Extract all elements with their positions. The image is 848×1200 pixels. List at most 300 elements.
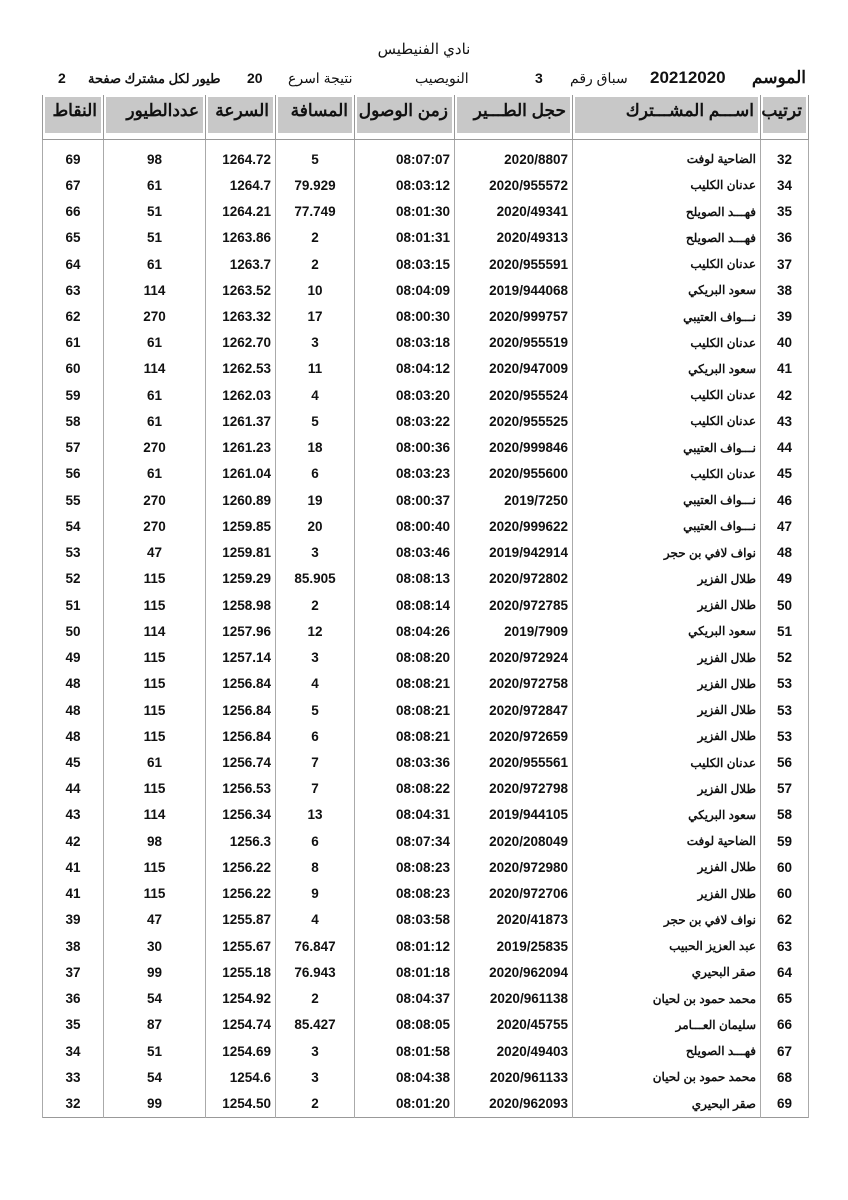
cell-participant-name: طلال الفزير: [573, 723, 761, 749]
cell-arrival-time: 08:01:12: [355, 933, 455, 959]
cell-rank: 68: [761, 1064, 809, 1090]
cell-arrival-time: 08:04:26: [355, 618, 455, 644]
cell-rank: 66: [761, 1012, 809, 1038]
cell-distance: 4: [276, 671, 355, 697]
cell-points: 64: [43, 251, 104, 277]
cell-speed: 1259.81: [206, 540, 276, 566]
table-row: [43, 1090, 809, 1117]
cell-arrival-time: 08:08:21: [355, 697, 455, 723]
cell-participant-name: طلال الفزير: [573, 644, 761, 670]
cell-bird-count: 115: [104, 723, 206, 749]
cell-arrival-time: 08:03:12: [355, 172, 455, 198]
cell-arrival-time: 08:03:22: [355, 408, 455, 434]
column-header-label: اســـم المشـــترك: [575, 97, 758, 133]
table-row: [43, 435, 809, 461]
cell-ring-number: 2020/972802: [455, 566, 573, 592]
cell-participant-name: سعود البريكي: [573, 802, 761, 828]
table-row: [43, 172, 809, 198]
cell-points: 36: [43, 986, 104, 1012]
cell-rank: 38: [761, 277, 809, 303]
cell-participant-name: نـــواف العتيبي: [573, 435, 761, 461]
cell-rank: 47: [761, 513, 809, 539]
cell-bird-count: 114: [104, 277, 206, 303]
cell-speed: 1261.23: [206, 435, 276, 461]
cell-participant-name: صقر البحيري: [573, 1090, 761, 1117]
cell-participant-name: عدنان الكليب: [573, 251, 761, 277]
cell-rank: 34: [761, 172, 809, 198]
cell-distance: 3: [276, 1038, 355, 1064]
column-header-label: ترتيب: [763, 97, 806, 133]
cell-distance: 4: [276, 907, 355, 933]
cell-arrival-time: 08:01:30: [355, 198, 455, 224]
cell-ring-number: 2020/49313: [455, 225, 573, 251]
cell-ring-number: 2020/961133: [455, 1064, 573, 1090]
cell-ring-number: 2019/944105: [455, 802, 573, 828]
results-table: [42, 95, 809, 1118]
cell-ring-number: 2019/7909: [455, 618, 573, 644]
cell-distance: 3: [276, 1064, 355, 1090]
table-row: [43, 723, 809, 749]
cell-rank: 53: [761, 697, 809, 723]
cell-arrival-time: 08:01:31: [355, 225, 455, 251]
cell-speed: 1262.03: [206, 382, 276, 408]
cell-speed: 1254.92: [206, 986, 276, 1012]
cell-speed: 1258.98: [206, 592, 276, 618]
cell-arrival-time: 08:08:13: [355, 566, 455, 592]
cell-arrival-time: 08:07:34: [355, 828, 455, 854]
column-header-ring-number: [455, 95, 573, 140]
cell-ring-number: 2020/955591: [455, 251, 573, 277]
cell-distance: 3: [276, 644, 355, 670]
cell-distance: 8: [276, 854, 355, 880]
cell-rank: 42: [761, 382, 809, 408]
cell-arrival-time: 08:07:07: [355, 146, 455, 172]
cell-ring-number: 2020/972758: [455, 671, 573, 697]
column-header-label: عددالطيور: [106, 97, 203, 133]
table-row: [43, 618, 809, 644]
cell-ring-number: 2020/49341: [455, 198, 573, 224]
cell-arrival-time: 08:08:23: [355, 881, 455, 907]
cell-participant-name: سعود البريكي: [573, 618, 761, 644]
column-header-label: السرعة: [208, 97, 273, 133]
cell-rank: 65: [761, 986, 809, 1012]
cell-participant-name: محمد حمود بن لحيان: [573, 986, 761, 1012]
column-header-speed: [206, 95, 276, 140]
cell-distance: 5: [276, 697, 355, 723]
cell-arrival-time: 08:04:31: [355, 802, 455, 828]
cell-distance: 5: [276, 408, 355, 434]
cell-distance: 17: [276, 303, 355, 329]
cell-distance: 20: [276, 513, 355, 539]
table-row: [43, 382, 809, 408]
cell-rank: 56: [761, 749, 809, 775]
cell-arrival-time: 08:08:23: [355, 854, 455, 880]
cell-ring-number: 2020/955524: [455, 382, 573, 408]
cell-arrival-time: 08:00:30: [355, 303, 455, 329]
cell-rank: 48: [761, 540, 809, 566]
cell-speed: 1256.84: [206, 671, 276, 697]
cell-speed: 1256.84: [206, 723, 276, 749]
cell-points: 63: [43, 277, 104, 303]
table-row: [43, 907, 809, 933]
cell-distance: 3: [276, 540, 355, 566]
cell-distance: 76.943: [276, 959, 355, 985]
table-row: [43, 933, 809, 959]
cell-bird-count: 114: [104, 802, 206, 828]
cell-speed: 1262.53: [206, 356, 276, 382]
cell-ring-number: 2020/999757: [455, 303, 573, 329]
cell-ring-number: 2019/942914: [455, 540, 573, 566]
table-row: [43, 802, 809, 828]
page-number: 2: [58, 70, 66, 86]
cell-points: 62: [43, 303, 104, 329]
table-row: [43, 303, 809, 329]
cell-distance: 10: [276, 277, 355, 303]
cell-distance: 12: [276, 618, 355, 644]
cell-bird-count: 115: [104, 644, 206, 670]
cell-speed: 1259.29: [206, 566, 276, 592]
cell-participant-name: طلال الفزير: [573, 671, 761, 697]
cell-arrival-time: 08:01:20: [355, 1090, 455, 1117]
cell-arrival-time: 08:03:18: [355, 330, 455, 356]
cell-bird-count: 114: [104, 356, 206, 382]
cell-points: 51: [43, 592, 104, 618]
cell-bird-count: 51: [104, 225, 206, 251]
cell-participant-name: طلال الفزير: [573, 776, 761, 802]
cell-distance: 4: [276, 382, 355, 408]
cell-participant-name: نواف لافي بن حجر: [573, 540, 761, 566]
cell-arrival-time: 08:04:09: [355, 277, 455, 303]
cell-rank: 62: [761, 907, 809, 933]
cell-ring-number: 2020/961138: [455, 986, 573, 1012]
cell-bird-count: 61: [104, 461, 206, 487]
cell-arrival-time: 08:03:46: [355, 540, 455, 566]
cell-points: 39: [43, 907, 104, 933]
cell-participant-name: طلال الفزير: [573, 566, 761, 592]
cell-points: 33: [43, 1064, 104, 1090]
cell-points: 69: [43, 146, 104, 172]
cell-distance: 7: [276, 776, 355, 802]
column-header-label: زمن الوصول: [357, 97, 452, 133]
cell-distance: 2: [276, 225, 355, 251]
season-label: الموسم: [751, 68, 806, 87]
cell-bird-count: 54: [104, 1064, 206, 1090]
cell-speed: 1256.34: [206, 802, 276, 828]
cell-rank: 41: [761, 356, 809, 382]
cell-distance: 6: [276, 828, 355, 854]
table-row: [43, 1064, 809, 1090]
cell-participant-name: عدنان الكليب: [573, 330, 761, 356]
cell-points: 56: [43, 461, 104, 487]
cell-rank: 69: [761, 1090, 809, 1117]
cell-ring-number: 2019/25835: [455, 933, 573, 959]
cell-ring-number: 2019/7250: [455, 487, 573, 513]
cell-speed: 1263.7: [206, 251, 276, 277]
cell-rank: 64: [761, 959, 809, 985]
cell-speed: 1264.7: [206, 172, 276, 198]
table-row: [43, 356, 809, 382]
cell-participant-name: نـــواف العتيبي: [573, 487, 761, 513]
cell-participant-name: عدنان الكليب: [573, 382, 761, 408]
cell-speed: 1259.85: [206, 513, 276, 539]
cell-distance: 13: [276, 802, 355, 828]
race-number: 3: [535, 70, 543, 86]
cell-participant-name: طلال الفزير: [573, 854, 761, 880]
column-header-distance: [276, 95, 355, 140]
per-page-label: طيور لكل مشترك صفحة: [88, 71, 221, 86]
cell-distance: 9: [276, 881, 355, 907]
cell-bird-count: 54: [104, 986, 206, 1012]
cell-ring-number: 2020/999846: [455, 435, 573, 461]
cell-bird-count: 51: [104, 1038, 206, 1064]
cell-bird-count: 114: [104, 618, 206, 644]
table-row: [43, 330, 809, 356]
cell-rank: 51: [761, 618, 809, 644]
cell-distance: 7: [276, 749, 355, 775]
cell-bird-count: 115: [104, 854, 206, 880]
cell-participant-name: طلال الفزير: [573, 881, 761, 907]
cell-points: 35: [43, 1012, 104, 1038]
cell-rank: 67: [761, 1038, 809, 1064]
cell-distance: 2: [276, 592, 355, 618]
cell-bird-count: 270: [104, 487, 206, 513]
table-row: [43, 592, 809, 618]
cell-points: 41: [43, 881, 104, 907]
cell-rank: 43: [761, 408, 809, 434]
cell-points: 60: [43, 356, 104, 382]
table-row: [43, 749, 809, 775]
cell-points: 52: [43, 566, 104, 592]
cell-bird-count: 99: [104, 1090, 206, 1117]
cell-points: 44: [43, 776, 104, 802]
cell-speed: 1254.50: [206, 1090, 276, 1117]
column-header-label: النقاط: [45, 97, 101, 133]
cell-bird-count: 47: [104, 540, 206, 566]
cell-rank: 63: [761, 933, 809, 959]
column-header-label: المسافة: [278, 97, 352, 133]
cell-rank: 58: [761, 802, 809, 828]
cell-bird-count: 98: [104, 146, 206, 172]
cell-rank: 49: [761, 566, 809, 592]
cell-arrival-time: 08:08:20: [355, 644, 455, 670]
cell-ring-number: 2020/45755: [455, 1012, 573, 1038]
cell-arrival-time: 08:00:36: [355, 435, 455, 461]
cell-arrival-time: 08:04:38: [355, 1064, 455, 1090]
table-row: [43, 277, 809, 303]
cell-distance: 5: [276, 146, 355, 172]
race-label: سباق رقم: [570, 70, 628, 86]
cell-distance: 2: [276, 986, 355, 1012]
column-header-participant-name: [573, 95, 761, 140]
cell-ring-number: 2019/944068: [455, 277, 573, 303]
column-header-points: [43, 95, 104, 140]
cell-speed: 1254.69: [206, 1038, 276, 1064]
cell-bird-count: 115: [104, 671, 206, 697]
cell-points: 54: [43, 513, 104, 539]
cell-points: 59: [43, 382, 104, 408]
cell-participant-name: صقر البحيري: [573, 959, 761, 985]
cell-participant-name: محمد حمود بن لحيان: [573, 1064, 761, 1090]
cell-rank: 53: [761, 671, 809, 697]
cell-distance: 6: [276, 461, 355, 487]
cell-participant-name: طلال الفزير: [573, 592, 761, 618]
cell-points: 42: [43, 828, 104, 854]
cell-bird-count: 87: [104, 1012, 206, 1038]
cell-points: 50: [43, 618, 104, 644]
table-row: [43, 251, 809, 277]
cell-arrival-time: 08:08:21: [355, 723, 455, 749]
cell-bird-count: 270: [104, 513, 206, 539]
cell-points: 48: [43, 697, 104, 723]
cell-distance: 6: [276, 723, 355, 749]
cell-bird-count: 51: [104, 198, 206, 224]
cell-rank: 40: [761, 330, 809, 356]
cell-speed: 1256.3: [206, 828, 276, 854]
column-header-rank: [761, 95, 809, 140]
cell-speed: 1256.22: [206, 881, 276, 907]
column-header-arrival-time: [355, 95, 455, 140]
cell-ring-number: 2020/972980: [455, 854, 573, 880]
cell-speed: 1256.53: [206, 776, 276, 802]
column-header-bird-count: [104, 95, 206, 140]
cell-arrival-time: 08:08:21: [355, 671, 455, 697]
cell-rank: 50: [761, 592, 809, 618]
cell-distance: 2: [276, 251, 355, 277]
cell-arrival-time: 08:00:40: [355, 513, 455, 539]
cell-speed: 1261.37: [206, 408, 276, 434]
cell-bird-count: 61: [104, 251, 206, 277]
cell-participant-name: نـــواف العتيبي: [573, 513, 761, 539]
cell-bird-count: 61: [104, 749, 206, 775]
cell-arrival-time: 08:03:20: [355, 382, 455, 408]
cell-points: 66: [43, 198, 104, 224]
cell-arrival-time: 08:01:58: [355, 1038, 455, 1064]
cell-ring-number: 2020/972847: [455, 697, 573, 723]
cell-points: 37: [43, 959, 104, 985]
cell-rank: 45: [761, 461, 809, 487]
cell-arrival-time: 08:04:12: [355, 356, 455, 382]
cell-distance: 85.905: [276, 566, 355, 592]
cell-rank: 32: [761, 146, 809, 172]
cell-points: 58: [43, 408, 104, 434]
table-row: [43, 540, 809, 566]
cell-points: 49: [43, 644, 104, 670]
cell-ring-number: 2020/972659: [455, 723, 573, 749]
cell-speed: 1255.87: [206, 907, 276, 933]
cell-speed: 1256.22: [206, 854, 276, 880]
cell-points: 38: [43, 933, 104, 959]
cell-rank: 52: [761, 644, 809, 670]
cell-speed: 1255.18: [206, 959, 276, 985]
fastest-count: 20: [247, 70, 263, 86]
cell-points: 34: [43, 1038, 104, 1064]
cell-participant-name: سعود البريكي: [573, 277, 761, 303]
cell-rank: 37: [761, 251, 809, 277]
cell-bird-count: 30: [104, 933, 206, 959]
cell-arrival-time: 08:01:18: [355, 959, 455, 985]
cell-speed: 1263.32: [206, 303, 276, 329]
cell-rank: 39: [761, 303, 809, 329]
cell-rank: 35: [761, 198, 809, 224]
cell-distance: 3: [276, 330, 355, 356]
table-row: [43, 1038, 809, 1064]
cell-bird-count: 270: [104, 435, 206, 461]
cell-arrival-time: 08:08:22: [355, 776, 455, 802]
cell-ring-number: 2020/41873: [455, 907, 573, 933]
table-row: [43, 408, 809, 434]
table-row: [43, 697, 809, 723]
cell-points: 65: [43, 225, 104, 251]
cell-bird-count: 270: [104, 303, 206, 329]
cell-ring-number: 2020/955525: [455, 408, 573, 434]
cell-points: 61: [43, 330, 104, 356]
cell-ring-number: 2020/972798: [455, 776, 573, 802]
cell-participant-name: عدنان الكليب: [573, 408, 761, 434]
cell-participant-name: سليمان العـــامر: [573, 1012, 761, 1038]
cell-rank: 59: [761, 828, 809, 854]
cell-ring-number: 2020/955572: [455, 172, 573, 198]
cell-bird-count: 61: [104, 330, 206, 356]
cell-bird-count: 61: [104, 408, 206, 434]
table-row: [43, 828, 809, 854]
cell-speed: 1256.84: [206, 697, 276, 723]
cell-participant-name: نواف لافي بن حجر: [573, 907, 761, 933]
cell-speed: 1254.74: [206, 1012, 276, 1038]
cell-points: 41: [43, 854, 104, 880]
cell-points: 48: [43, 723, 104, 749]
cell-distance: 2: [276, 1090, 355, 1117]
cell-bird-count: 98: [104, 828, 206, 854]
cell-participant-name: عدنان الكليب: [573, 461, 761, 487]
cell-arrival-time: 08:08:05: [355, 1012, 455, 1038]
table-row: [43, 959, 809, 985]
cell-speed: 1261.04: [206, 461, 276, 487]
cell-arrival-time: 08:03:23: [355, 461, 455, 487]
cell-speed: 1263.86: [206, 225, 276, 251]
cell-rank: 46: [761, 487, 809, 513]
cell-ring-number: 2020/955561: [455, 749, 573, 775]
cell-points: 43: [43, 802, 104, 828]
race-location: النويصيب: [415, 70, 469, 86]
cell-ring-number: 2020/972785: [455, 592, 573, 618]
cell-speed: 1260.89: [206, 487, 276, 513]
cell-rank: 60: [761, 854, 809, 880]
cell-ring-number: 2020/962094: [455, 959, 573, 985]
cell-bird-count: 47: [104, 907, 206, 933]
cell-points: 55: [43, 487, 104, 513]
cell-speed: 1263.52: [206, 277, 276, 303]
table-row: [43, 854, 809, 880]
cell-participant-name: عدنان الكليب: [573, 749, 761, 775]
cell-arrival-time: 08:03:15: [355, 251, 455, 277]
cell-distance: 85.427: [276, 1012, 355, 1038]
cell-points: 48: [43, 671, 104, 697]
cell-arrival-time: 08:04:37: [355, 986, 455, 1012]
cell-points: 45: [43, 749, 104, 775]
table-row: [43, 225, 809, 251]
table-row: [43, 513, 809, 539]
cell-rank: 53: [761, 723, 809, 749]
cell-points: 32: [43, 1090, 104, 1117]
cell-participant-name: فهـــد الصويلح: [573, 1038, 761, 1064]
table-row: [43, 461, 809, 487]
cell-bird-count: 99: [104, 959, 206, 985]
cell-rank: 57: [761, 776, 809, 802]
cell-bird-count: 61: [104, 382, 206, 408]
cell-participant-name: عبد العزيز الحبيب: [573, 933, 761, 959]
club-title: نادي الفنيطيس: [377, 41, 471, 58]
cell-ring-number: 2020/49403: [455, 1038, 573, 1064]
